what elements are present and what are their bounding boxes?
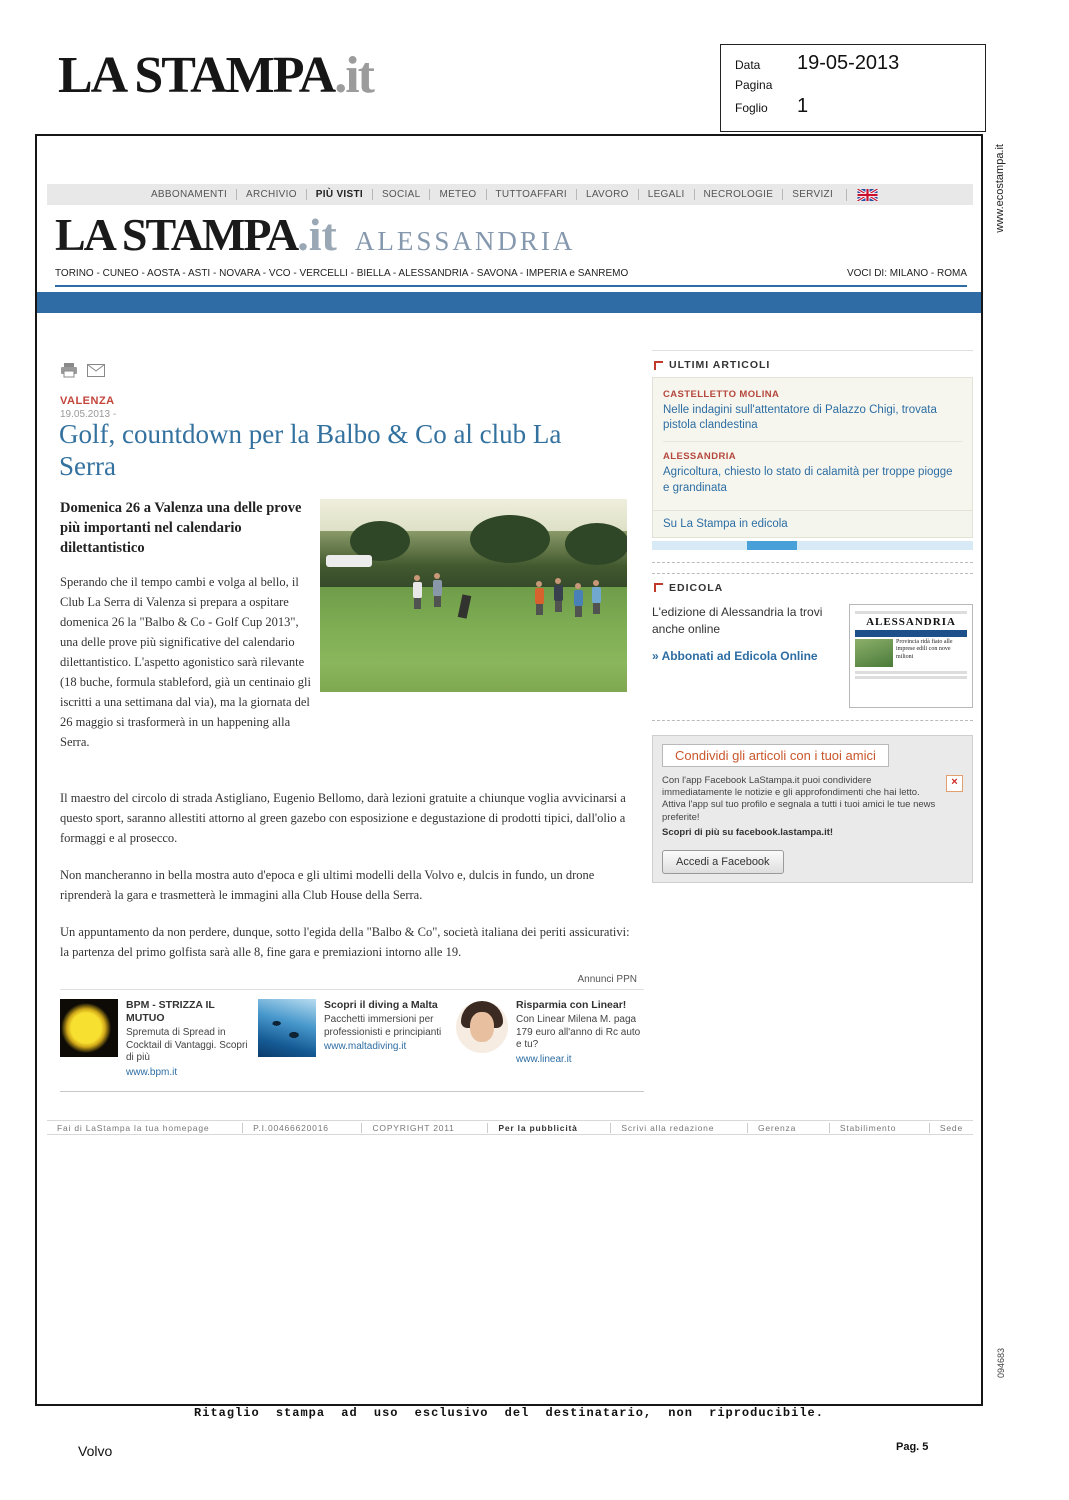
ad-link[interactable]: www.bpm.it [126, 1066, 178, 1078]
item-tag: CASTELLETTO MOLINA [663, 389, 780, 400]
press-masthead [58, 46, 373, 105]
photo-shape [535, 588, 544, 604]
ad-link[interactable]: www.maltadiving.it [324, 1041, 407, 1053]
ad-link[interactable]: www.linear.it [516, 1053, 572, 1065]
ad-text: Pacchetti immersioni per professionisti e principianti [324, 1014, 442, 1038]
edicola-subscribe-link[interactable]: » Abbonati ad Edicola Online [652, 649, 818, 664]
photo-shape [326, 555, 372, 567]
list-item[interactable] [663, 448, 962, 503]
ad-text: Spremuta di Spread in Cocktail di Vantaggi. Scopri di più [126, 1027, 248, 1064]
photo-figure [534, 581, 544, 615]
facebook-panel-bold-text: Scopri di più su facebook.lastampa.it! [662, 827, 834, 839]
thumbnail-row [855, 639, 967, 667]
article-paragraph: Non mancheranno in bella mostra auto d'epoca e gli ultimi modelli della Volvo e, dulcis in fundo, un drone riprenderà la gara e trasmetterà le immagini alla Club House della Serra. [60, 868, 595, 902]
photo-shape [575, 606, 582, 617]
voices-list[interactable]: VOCI DI: MILANO - ROMA [846, 268, 967, 279]
footer-item-piva: P.I.00466620016 [242, 1123, 339, 1133]
photo-shape [593, 603, 600, 614]
photo-shape [575, 583, 581, 589]
photo-shape [470, 515, 550, 563]
article-paragraph: Un appuntamento da non perdere, dunque, sotto l'egida della "Balbo & Co", società italiana dei periti assicurativi: la partenza del primo golfista sarà alle 8, fine gara e premiazioni intorno alle 19. [60, 925, 630, 959]
footer-item-sede[interactable]: Sede [929, 1123, 973, 1133]
meta-foglio-label: Foglio [735, 101, 768, 115]
close-icon[interactable]: × [946, 775, 963, 792]
ultimi-articoli-panel [652, 377, 973, 511]
blue-divider-bar [37, 292, 981, 313]
photo-shape [470, 1012, 494, 1042]
nav-item-abbonamenti[interactable]: ABBONAMENTI [150, 189, 228, 200]
ultimi-articoli-header [652, 350, 973, 377]
meta-row-data [721, 51, 985, 77]
photo-shape [565, 523, 627, 565]
article-body [60, 788, 637, 979]
ad-bpm-body [126, 999, 248, 1079]
sidebar [652, 350, 973, 883]
nav-item-piu-visti[interactable]: PIÙ VISTI [306, 189, 372, 200]
sidebar-scrollbar[interactable] [652, 541, 973, 550]
nav-item-meteo[interactable]: METEO [429, 189, 485, 200]
cities-list[interactable]: TORINO - CUNEO - AOSTA - ASTI - NOVARA - VCO - VERCELLI - BIELLA - ALESSANDRIA - SAVONA - IMPERIA e SANREMO [55, 268, 629, 279]
photo-shape [536, 581, 542, 587]
meta-pagina-label: Pagina [735, 78, 773, 92]
photo-shape [574, 590, 583, 606]
ad-text: Con Linear Milena M. paga 179 euro all'anno di Rc auto e tu? [516, 1014, 641, 1051]
meta-data-value: 19-05-2013 [797, 52, 900, 74]
item-headline[interactable]: Agricoltura, chiesto lo stato di calamità per troppe piogge e grandinata [663, 466, 953, 494]
clipping-code-vertical: 094683 [996, 1348, 1006, 1379]
site-masthead-main: LA STAMPA [55, 209, 298, 260]
meta-row-pagina [721, 77, 985, 94]
photo-figure [432, 573, 442, 607]
article-paragraph: Il maestro del circolo di strada Astigliano, Eugenio Bellomo, darà lezioni gratuite a chiunque voglia avvicinarsi a questo sport, saranno allestiti attorno al green gazebo con esposizione e degustazione di prodotti tipici, dall'olio a formaggi e al prosecco. [60, 791, 626, 845]
photo-shape [434, 596, 441, 607]
ad-bpm[interactable] [60, 999, 258, 1079]
article-lead-paragraph: Sperando che il tempo cambi e volga al bello, il Club La Serra di Valenza si prepara a ospitare domenica 26 la "Balbo & Co - Golf Cup 2013", una delle prove più significative del calendario dilettantistico. L'aspetto agonistico sarà rilevante (18 buche, formula stableford, già un centinaio gli iscritti a una settimana dal via), ma la giornata del 26 maggio si trasformerà in un happening alla Serra. [60, 575, 311, 749]
ad-bpm-image [60, 999, 118, 1057]
ad-malta-body [324, 999, 446, 1079]
site-edition: ALESSANDRIA [354, 226, 576, 256]
nav-item-tuttoaffari[interactable]: TUTTOAFFARI [486, 189, 576, 200]
ad-malta-image [258, 999, 316, 1057]
article-standfirst: Domenica 26 a Valenza una delle prove più importanti nel calendario dilettantistico [60, 500, 302, 556]
site-footer [47, 1120, 973, 1135]
footer-item-redazione[interactable]: Scrivi alla redazione [610, 1123, 724, 1133]
nav-item-social[interactable]: SOCIAL [372, 189, 429, 200]
article-photo [320, 499, 627, 692]
photo-shape [555, 578, 561, 584]
photo-shape [855, 611, 967, 614]
footer-item-gerenza[interactable]: Gerenza [747, 1123, 806, 1133]
red-corner-icon [654, 583, 663, 592]
edicola-text: L'edizione di Alessandria la trovi anche online [652, 604, 823, 637]
site-masthead-suffix: .it [297, 209, 337, 260]
site-masthead[interactable] [55, 208, 575, 261]
press-masthead-suffix: .it [334, 47, 373, 104]
photo-figure [591, 580, 601, 614]
facebook-panel-text: Con l'app Facebook LaStampa.it puoi condividere immediatamente le notizie e gli approfondimenti che hai letto. Attiva l'app sul tuo profilo e segnala a tutti i tuoi amici le tue news preferite! [662, 774, 936, 823]
photo-shape [855, 671, 967, 674]
meta-row-foglio [721, 94, 985, 120]
clipping-meta-box [720, 44, 986, 132]
newspaper-thumbnail[interactable] [849, 604, 973, 708]
photo-shape [414, 575, 420, 581]
photo-shape [592, 587, 601, 603]
photo-figure [553, 578, 563, 612]
ad-title[interactable]: BPM - STRIZZA IL MUTUO [126, 999, 215, 1025]
photo-shape [414, 598, 421, 609]
photo-figure [412, 575, 422, 609]
facebook-login-button[interactable]: Accedi a Facebook [662, 850, 784, 874]
photo-shape [554, 585, 563, 601]
ad-title[interactable]: Risparmia con Linear! [516, 999, 627, 1011]
edicola-strip-link[interactable]: Su La Stampa in edicola [652, 511, 973, 538]
ad-title[interactable]: Scopri il diving a Malta [324, 999, 438, 1011]
article-left-column [60, 498, 312, 752]
edicola-header [652, 574, 973, 600]
photo-shape [855, 630, 967, 637]
article-title: Golf, countdown per la Balbo & Co al club La Serra [59, 419, 562, 481]
ecostampa-url-vertical: www.ecostampa.it [994, 144, 1006, 233]
red-corner-icon [654, 361, 663, 370]
nav-item-archivio[interactable]: ARCHIVIO [236, 189, 306, 200]
thumbnail-caption: Provincia ridà fiato alle imprese edili con nove milioni [896, 638, 953, 661]
photo-shape [434, 573, 440, 579]
nav-item-lavoro[interactable]: LAVORO [576, 189, 638, 200]
footer-item-copyright: COPYRIGHT 2011 [361, 1123, 464, 1133]
edicola-text-block [652, 604, 824, 708]
photo-shape [855, 639, 893, 667]
divider [652, 562, 973, 563]
list-item[interactable] [663, 386, 962, 442]
clipping-disclaimer: Ritaglio stampa ad uso esclusivo del destinatario, non riproducibile. [35, 1406, 983, 1420]
photo-shape [855, 676, 967, 679]
photo-shape [433, 580, 442, 596]
ads-row [60, 989, 644, 1092]
article-location: VALENZA [60, 395, 115, 407]
nav-item-servizi[interactable]: SERVIZI [782, 189, 842, 200]
client-name: Volvo [78, 1443, 113, 1459]
photo-shape [536, 604, 543, 615]
footer-item-homepage[interactable]: Fai di LaStampa la tua homepage [57, 1122, 210, 1133]
facebook-panel-title: Condividi gli articoli con i tuoi amici [662, 744, 889, 767]
facebook-share-panel [652, 735, 973, 883]
photo-shape [413, 582, 422, 598]
ads-label: Annunci PPN [577, 974, 637, 985]
nav-item-necrologie[interactable]: NECROLOGIE [694, 189, 783, 200]
photo-figure [573, 583, 583, 617]
print-icon[interactable] [60, 363, 78, 383]
scrollbar-thumb[interactable] [747, 541, 797, 550]
mail-icon[interactable] [87, 364, 105, 382]
divider [652, 720, 973, 721]
nav-item-legali[interactable]: LEGALI [638, 189, 694, 200]
meta-data-label: Data [735, 58, 761, 72]
article-date: 19.05.2013 - [60, 409, 117, 420]
edicola-section [652, 604, 973, 708]
article-actions [60, 363, 105, 383]
footer-item-pubblicita[interactable]: Per la pubblicità [487, 1123, 587, 1133]
ad-malta[interactable] [258, 999, 456, 1079]
page-reference: Pag. 5 [896, 1441, 929, 1453]
photo-shape [555, 601, 562, 612]
clipping-frame [35, 134, 983, 1406]
thumbnail-masthead: ALESSANDRIA [866, 615, 956, 628]
press-masthead-main: LA STAMPA [58, 47, 335, 104]
facebook-panel-row [662, 775, 963, 824]
ultimi-articoli-title: ULTIMI ARTICOLI [669, 359, 771, 371]
cities-bar [55, 268, 967, 287]
meta-foglio-value: 1 [797, 95, 809, 117]
uk-flag-icon[interactable] [846, 189, 878, 201]
item-headline[interactable]: Nelle indagini sull'attentatore di Palazzo Chigi, trovata pistola clandestina [663, 404, 937, 432]
ad-linear-image [456, 1001, 508, 1053]
footer-item-stabilimento[interactable]: Stabilimento [829, 1123, 906, 1133]
site-navbar [47, 184, 973, 205]
ad-linear-body [516, 999, 644, 1079]
edicola-title: EDICOLA [669, 581, 724, 594]
ad-linear[interactable] [456, 999, 644, 1079]
photo-shape [593, 580, 599, 586]
item-tag: ALESSANDRIA [663, 451, 737, 463]
